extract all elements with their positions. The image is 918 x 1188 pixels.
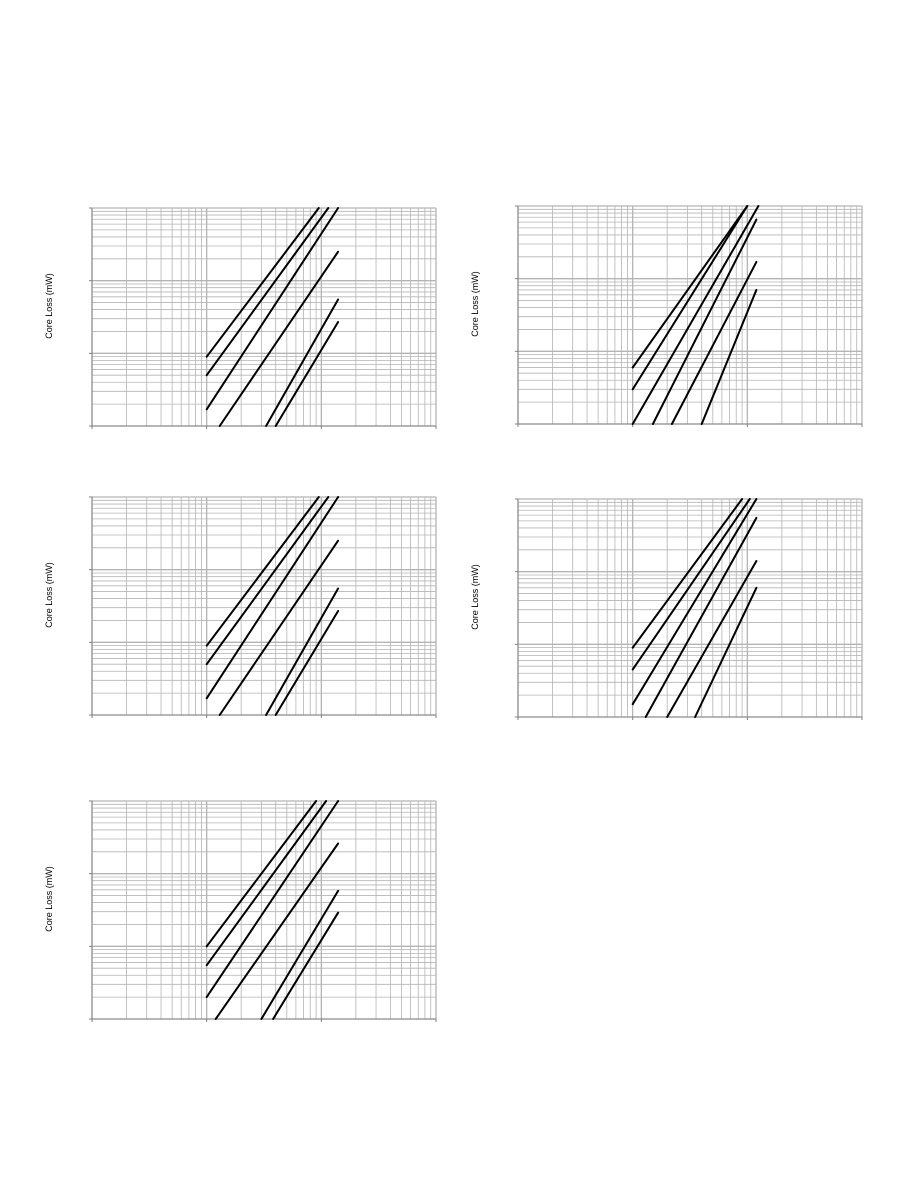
series-line-3 [633, 206, 759, 424]
series-line-6 [276, 322, 338, 426]
series-line-5 [261, 891, 338, 1019]
chart-plot [40, 793, 440, 1028]
series-line-3 [207, 208, 338, 409]
series-line-3 [207, 801, 338, 997]
series-line-3 [207, 497, 338, 698]
chart-plot [466, 198, 866, 433]
grid [92, 497, 436, 715]
chart-panel-3 [40, 489, 440, 724]
series-line-4 [646, 518, 757, 717]
series-line-2 [633, 206, 748, 389]
series-line-4 [653, 220, 757, 424]
grid [92, 208, 436, 426]
series-line-6 [273, 913, 338, 1019]
y-axis-label: Core Loss (mW) [43, 273, 54, 339]
series-line-1 [207, 497, 319, 646]
chart-plot [40, 489, 440, 724]
series-line-1 [633, 206, 748, 368]
y-axis-label: Core Loss (mW) [43, 562, 54, 628]
y-axis-label: Core Loss (mW) [469, 564, 480, 630]
chart-panel-4 [466, 491, 866, 726]
series-line-6 [276, 611, 338, 715]
chart-plot [40, 200, 440, 435]
series-line-4 [220, 252, 338, 426]
chart-plot [466, 491, 866, 726]
chart-panel-2 [466, 198, 866, 433]
series-line-5 [672, 262, 757, 424]
chart-panel-5 [40, 793, 440, 1028]
series-line-1 [207, 208, 319, 357]
series-line-5 [667, 561, 756, 717]
chart-panel-1 [40, 200, 440, 435]
y-axis-label: Core Loss (mW) [469, 271, 480, 337]
series-line-4 [220, 541, 338, 715]
y-axis-label: Core Loss (mW) [43, 866, 54, 932]
